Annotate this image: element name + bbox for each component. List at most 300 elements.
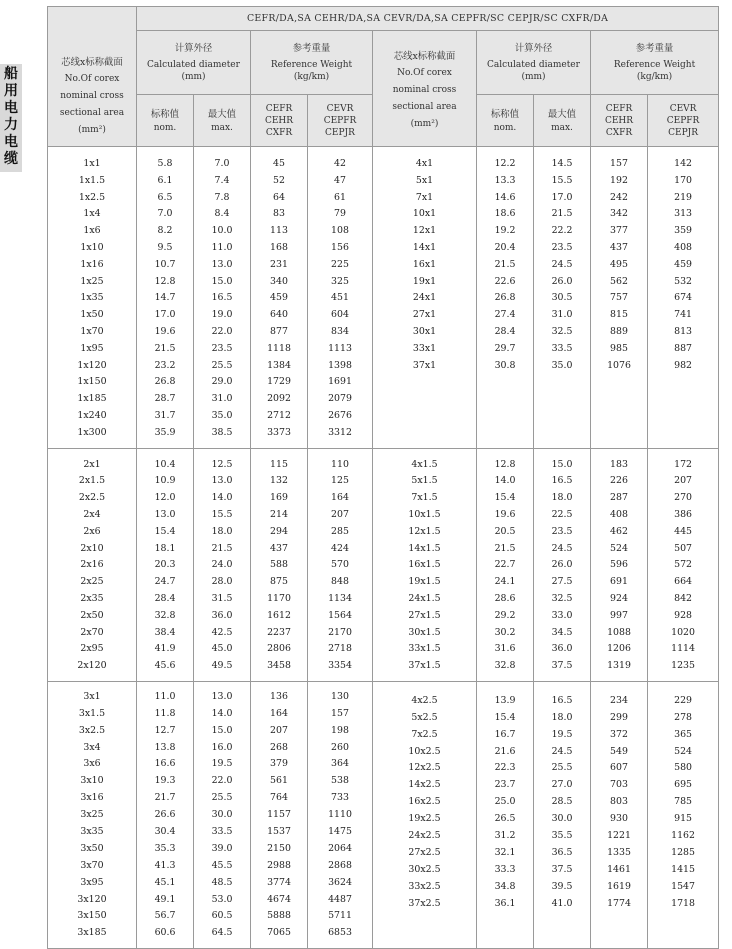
table-cell: 6.5 (157, 191, 173, 203)
table-cell: 64.5 (211, 927, 233, 939)
table-cell: 48.5 (211, 876, 233, 888)
max-header: 最大值 max. (194, 95, 251, 147)
table-cell: 164 (331, 492, 349, 504)
table-cell: 1537 (267, 826, 291, 838)
table-cell: 524 (674, 745, 693, 757)
table-cell: 22.2 (551, 225, 573, 237)
table-cell: 19.5 (551, 728, 573, 740)
table-cell: 985 (610, 342, 628, 354)
weight-label-cn: 参考重量 (635, 43, 674, 54)
table-cell: 11.0 (154, 690, 176, 702)
table-cell: 34.5 (551, 626, 573, 638)
table-cell: 42.5 (211, 626, 233, 638)
table-cell: 4x1 (415, 158, 434, 169)
table-cell: 27x2.5 (408, 846, 441, 858)
table-cell: 14.0 (211, 492, 233, 504)
table-cell: 41.0 (551, 897, 573, 909)
table-cell: 13.9 (494, 694, 516, 706)
table-cell: 10.4 (154, 458, 176, 470)
table-cell: 125 (331, 475, 349, 487)
table-cell: 33x1.5 (408, 643, 441, 655)
table-cell: 2718 (328, 643, 352, 655)
nom-header: 标称值 nom. (137, 95, 194, 147)
table-cell: 19x1 (412, 275, 437, 287)
table-cell: 1x50 (80, 309, 104, 321)
left-nom-column (137, 448, 194, 681)
left-w2-column (308, 681, 373, 948)
table-cell: 22.5 (551, 508, 573, 520)
table-cell: 35.0 (551, 359, 573, 371)
table-cell: 741 (674, 309, 693, 321)
right-max-column (534, 147, 591, 449)
table-cell: 887 (674, 342, 693, 354)
table-cell: 30.0 (551, 813, 573, 825)
table-cell: 437 (270, 542, 288, 554)
table-cell: 13.0 (211, 690, 233, 702)
table-cell: 7x1.5 (411, 492, 438, 504)
table-cell: 1564 (328, 609, 352, 621)
table-cell: 25.5 (551, 762, 573, 774)
table-cell: 130 (331, 690, 349, 702)
table-cell: 242 (610, 191, 628, 203)
table-cell: 19.5 (211, 758, 233, 770)
table-cell: 17.0 (154, 309, 176, 321)
table-cell: 21.5 (154, 342, 176, 354)
table-cell: 7.8 (214, 191, 230, 203)
table-cell: 570 (331, 559, 349, 571)
table-cell: 1114 (671, 643, 695, 655)
table-cell: 596 (610, 559, 628, 571)
table-cell: 28.7 (154, 393, 176, 405)
table-cell: 183 (610, 458, 628, 470)
table-cell: 386 (674, 508, 693, 520)
table-cell: 2170 (328, 626, 352, 638)
table-cell: 132 (270, 475, 288, 487)
right-nom-column (477, 681, 534, 948)
table-cell: 27.5 (551, 576, 573, 588)
table-cell: 19.6 (494, 508, 516, 520)
table-cell: 982 (674, 359, 693, 371)
table-cell: 24x2.5 (408, 830, 441, 842)
table-cell: 875 (270, 576, 288, 588)
table-cell: 12.8 (154, 275, 176, 287)
table-cell: 53.0 (211, 893, 233, 905)
table-cell: 278 (674, 711, 693, 723)
table-cell: 1x185 (77, 393, 107, 405)
table-cell: 691 (610, 576, 628, 588)
table-cell: 3x185 (77, 927, 107, 939)
side-title (0, 64, 22, 172)
table-cell: 1612 (267, 609, 291, 621)
table-cell: 16.7 (494, 728, 516, 740)
table-cell: 12.0 (154, 492, 176, 504)
table-cell: 110 (331, 458, 349, 470)
table-cell: 47 (334, 174, 346, 186)
table-cell: 164 (270, 707, 288, 719)
table-cell: 10.9 (154, 475, 176, 487)
table-cell: 1285 (671, 846, 695, 858)
table-cell: 45.6 (154, 660, 176, 672)
table-cell: 1020 (671, 626, 695, 638)
table-cell: 1319 (607, 660, 631, 672)
table-cell: 30.2 (494, 626, 516, 638)
table-cell: 997 (610, 609, 628, 621)
table-cell: 15.4 (154, 525, 176, 537)
table-cell: 23.2 (154, 359, 176, 371)
table-cell: 32.8 (154, 609, 176, 621)
table-cell: 3x70 (80, 859, 104, 871)
table-cell: 2079 (328, 393, 352, 405)
table-cell: 31.5 (211, 592, 233, 604)
table-cell: 2676 (328, 409, 352, 421)
table-cell: 15.5 (211, 508, 233, 520)
table-cell: 18.0 (551, 492, 573, 504)
table-cell: 31.7 (154, 409, 176, 421)
table-cell: 113 (270, 225, 288, 237)
table-cell: 1118 (267, 342, 291, 354)
right-nom-column (477, 448, 534, 681)
table-cell: 20.3 (154, 559, 176, 571)
table-cell: 5x1.5 (411, 475, 438, 487)
table-cell: 21.5 (551, 208, 573, 220)
table-cell: 462 (610, 525, 628, 537)
table-cell: 34.8 (494, 880, 516, 892)
table-row-group (48, 448, 719, 681)
table-cell: 31.6 (494, 643, 516, 655)
table-cell: 2x50 (80, 609, 104, 621)
left-w2-column (308, 147, 373, 449)
table-cell: 35.5 (551, 830, 573, 842)
side-title-char: 缆 (4, 151, 18, 167)
table-cell: 36.1 (494, 897, 516, 909)
table-cell: 10.7 (154, 258, 176, 270)
table-cell: 915 (674, 813, 693, 825)
table-cell: 1134 (328, 592, 352, 604)
table-cell: 27.0 (551, 779, 573, 791)
table-cell: 3x6 (83, 758, 101, 770)
cable-spec-table (47, 6, 719, 949)
side-title-char: 电 (4, 100, 18, 116)
table-cell: 30.0 (211, 809, 233, 821)
table-cell: 198 (331, 724, 349, 736)
table-cell: 37x1 (412, 359, 437, 371)
table-cell: 26.0 (551, 559, 573, 571)
table-cell: 24.0 (211, 559, 233, 571)
table-cell: 14.6 (494, 191, 516, 203)
table-cell: 703 (610, 779, 628, 791)
left-core-column (48, 448, 137, 681)
core-label-cn: 芯线x标称截面 (393, 51, 456, 62)
table-cell: 580 (674, 762, 693, 774)
table-cell: 19.6 (154, 325, 176, 337)
table-cell: 32.1 (494, 846, 516, 858)
table-cell: 115 (270, 458, 288, 470)
table-cell: 29.2 (494, 609, 516, 621)
table-cell: 1729 (267, 376, 291, 388)
table-cell: 60.6 (154, 927, 176, 939)
table-row-group (48, 681, 719, 948)
diam-label-cn: 计算外径 (514, 43, 553, 54)
table-cell: 16.0 (211, 741, 233, 753)
table-cell: 22.7 (494, 559, 516, 571)
table-cell: 225 (331, 258, 349, 270)
table-cell: 695 (674, 779, 693, 791)
table-cell: 172 (674, 458, 693, 470)
weight-header-right (591, 31, 719, 95)
table-cell: 1076 (607, 359, 631, 371)
table-cell: 5x1 (415, 174, 434, 186)
right-max-column (534, 448, 591, 681)
table-cell: 1619 (607, 880, 631, 892)
left-max-column (194, 448, 251, 681)
table-cell: 19.2 (494, 225, 516, 237)
weight1-header: CEFR CEHR CXFR (591, 95, 648, 147)
table-cell: 26.5 (494, 813, 516, 825)
table-cell: 32.5 (551, 592, 573, 604)
table-cell: 2x6 (83, 525, 101, 537)
table-cell: 31.2 (494, 830, 516, 842)
table-cell: 928 (674, 609, 693, 621)
table-cell: 15.4 (494, 492, 516, 504)
right-w1-column (591, 681, 648, 948)
table-row-group (48, 147, 719, 449)
table-cell: 268 (270, 741, 288, 753)
table-cell: 924 (610, 592, 628, 604)
table-cell: 12x2.5 (408, 762, 441, 774)
table-cell: 377 (610, 225, 628, 237)
table-cell: 299 (610, 711, 628, 723)
table-cell: 1718 (671, 897, 695, 909)
table-cell: 7.0 (157, 208, 173, 220)
table-cell: 2x1 (83, 458, 101, 470)
table-cell: 23.5 (211, 342, 233, 354)
table-cell: 108 (331, 225, 349, 237)
corner-blank (48, 7, 137, 31)
table-cell: 3624 (328, 876, 352, 888)
table-cell: 1x2.5 (78, 191, 106, 203)
table-cell: 2x35 (80, 592, 104, 604)
table-cell: 24.7 (154, 576, 176, 588)
table-cell: 21.5 (494, 542, 516, 554)
table-cell: 459 (270, 292, 288, 304)
table-cell: 3x2.5 (78, 724, 106, 736)
table-cell: 30.8 (494, 359, 516, 371)
table-cell: 2x10 (80, 542, 104, 554)
table-cell: 23.7 (494, 779, 516, 791)
table-cell: 157 (331, 707, 349, 719)
table-cell: 16x1.5 (408, 559, 441, 571)
table-cell: 813 (674, 325, 693, 337)
table-cell: 52 (273, 174, 285, 186)
table-cell: 229 (674, 694, 693, 706)
table-cell: 524 (610, 542, 628, 554)
table-cell: 877 (270, 325, 288, 337)
table-cell: 2064 (328, 842, 352, 854)
table-cell: 1461 (607, 863, 631, 875)
table-cell: 287 (610, 492, 628, 504)
table-cell: 14.0 (211, 707, 233, 719)
table-cell: 26.0 (551, 275, 573, 287)
table-cell: 45.0 (211, 643, 233, 655)
table-cell: 1235 (671, 660, 695, 672)
table-cell: 12.2 (494, 158, 516, 169)
table-cell: 22.0 (211, 775, 233, 787)
side-title-char: 用 (4, 83, 18, 99)
table-cell: 37x2.5 (408, 897, 441, 909)
table-cell: 28.6 (494, 592, 516, 604)
table-cell: 14.0 (494, 475, 516, 487)
table-cell: 18.1 (154, 542, 176, 554)
table-cell: 16x2.5 (408, 796, 441, 808)
table-cell: 14x1 (412, 241, 437, 253)
table-cell: 2x120 (77, 660, 107, 672)
left-w1-column (251, 147, 308, 449)
table-cell: 33x2.5 (408, 880, 441, 892)
table-cell: 13.3 (494, 174, 516, 186)
table-cell: 38.5 (211, 426, 233, 438)
right-w1-column (591, 448, 648, 681)
right-max-column (534, 681, 591, 948)
model-header: CEFR/DA,SA CEHR/DA,SA CEVR/DA,SA CEPFR/SC CEPJR/SC CXFR/DA (137, 7, 719, 31)
table-cell: 45.1 (154, 876, 176, 888)
table-cell: 156 (331, 241, 349, 253)
table-cell: 20.4 (494, 241, 516, 253)
table-cell: 294 (270, 525, 288, 537)
table-cell: 16.5 (211, 292, 233, 304)
table-cell: 1170 (267, 592, 291, 604)
table-cell: 30.5 (551, 292, 573, 304)
table-cell: 1x25 (80, 275, 104, 287)
table-cell: 9.5 (157, 241, 173, 253)
table-cell: 408 (674, 241, 693, 253)
table-cell: 16x1 (412, 258, 437, 270)
table-cell: 3x1 (83, 690, 101, 702)
table-cell: 26.8 (494, 292, 516, 304)
side-title-char: 力 (4, 117, 18, 133)
left-nom-column (137, 147, 194, 449)
table-cell: 35.9 (154, 426, 176, 438)
table-cell: 3x120 (77, 893, 107, 905)
core-col-header-left (48, 31, 137, 147)
weight-label-en: Reference Weight (kg/km) (613, 60, 696, 82)
table-cell: 5x2.5 (411, 711, 438, 723)
core-label-cn: 芯线x标称截面 (61, 56, 123, 68)
table-cell: 41.9 (154, 643, 176, 655)
table-cell: 7.4 (214, 174, 230, 186)
table-cell: 36.0 (551, 643, 573, 655)
table-cell: 1x1 (83, 158, 101, 169)
table-cell: 17.0 (551, 191, 573, 203)
table-cell: 815 (610, 309, 628, 321)
table-cell: 21.7 (154, 792, 176, 804)
table-cell: 3373 (267, 426, 291, 438)
table-cell: 26.6 (154, 809, 176, 821)
table-cell: 20.5 (494, 525, 516, 537)
table-cell: 495 (610, 258, 628, 270)
max-header: 最大值 max. (534, 95, 591, 147)
weight-label-cn: 参考重量 (292, 43, 331, 54)
table-cell: 532 (674, 275, 693, 287)
table-cell: 451 (331, 292, 349, 304)
table-cell: 1206 (607, 643, 631, 655)
table-cell: 1113 (328, 342, 352, 354)
table-cell: 4674 (267, 893, 291, 905)
table-cell: 83 (273, 208, 285, 220)
table-cell: 33x1 (412, 342, 437, 354)
table-cell: 1x120 (77, 359, 107, 371)
table-cell: 1x150 (77, 376, 107, 388)
table-cell: 1x1.5 (78, 174, 106, 186)
table-cell: 24.5 (551, 542, 573, 554)
nom-header: 标称值 nom. (477, 95, 534, 147)
table-cell: 365 (674, 728, 693, 740)
right-core-column (373, 147, 477, 449)
table-cell: 24.5 (551, 745, 573, 757)
table-cell: 41.3 (154, 859, 176, 871)
left-w1-column (251, 681, 308, 948)
table-cell: 2237 (267, 626, 291, 638)
table-cell: 29.7 (494, 342, 516, 354)
table-cell: 19.0 (211, 309, 233, 321)
table-cell: 207 (331, 508, 349, 520)
table-cell: 15.0 (211, 724, 233, 736)
table-cell: 28.4 (154, 592, 176, 604)
table-cell: 359 (674, 225, 693, 237)
right-w1-column (591, 147, 648, 449)
table-cell: 7x2.5 (411, 728, 438, 740)
table-cell: 2092 (267, 393, 291, 405)
table-cell: 3354 (328, 660, 352, 672)
table-cell: 3x95 (80, 876, 104, 888)
table-cell: 13.0 (211, 258, 233, 270)
table-cell: 2712 (267, 409, 291, 421)
table-cell: 3312 (328, 426, 352, 438)
table-cell: 192 (610, 174, 628, 186)
right-nom-column (477, 147, 534, 449)
right-w2-column (648, 147, 719, 449)
table-cell: 28.5 (551, 796, 573, 808)
weight2-header: CEVR CEPFR CEPJR (648, 95, 719, 147)
table-cell: 4x1.5 (411, 458, 438, 470)
table-cell: 7.0 (214, 158, 230, 169)
table-cell: 37.5 (551, 863, 573, 875)
left-w1-column (251, 448, 308, 681)
table-cell: 35.0 (211, 409, 233, 421)
left-max-column (194, 147, 251, 449)
table-cell: 10.0 (211, 225, 233, 237)
table-cell: 1110 (328, 809, 352, 821)
table-cell: 27.4 (494, 309, 516, 321)
table-cell: 49.1 (154, 893, 176, 905)
table-cell: 1x300 (77, 426, 107, 438)
table-cell: 7065 (267, 927, 291, 939)
table-cell: 21.5 (211, 542, 233, 554)
table-cell: 16.5 (551, 475, 573, 487)
weight-label-en: Reference Weight (kg/km) (270, 60, 353, 82)
table-cell: 2x25 (80, 576, 104, 588)
table-cell: 18.0 (551, 711, 573, 723)
table-cell: 214 (270, 508, 288, 520)
table-cell: 561 (270, 775, 288, 787)
table-cell: 28.4 (494, 325, 516, 337)
table-cell: 15.4 (494, 711, 516, 723)
table-cell: 1x95 (80, 342, 104, 354)
table-cell: 1547 (671, 880, 695, 892)
table-cell: 1384 (267, 359, 291, 371)
table-cell: 22.6 (494, 275, 516, 287)
table-cell: 3x4 (83, 741, 101, 753)
table-cell: 37.5 (551, 660, 573, 672)
